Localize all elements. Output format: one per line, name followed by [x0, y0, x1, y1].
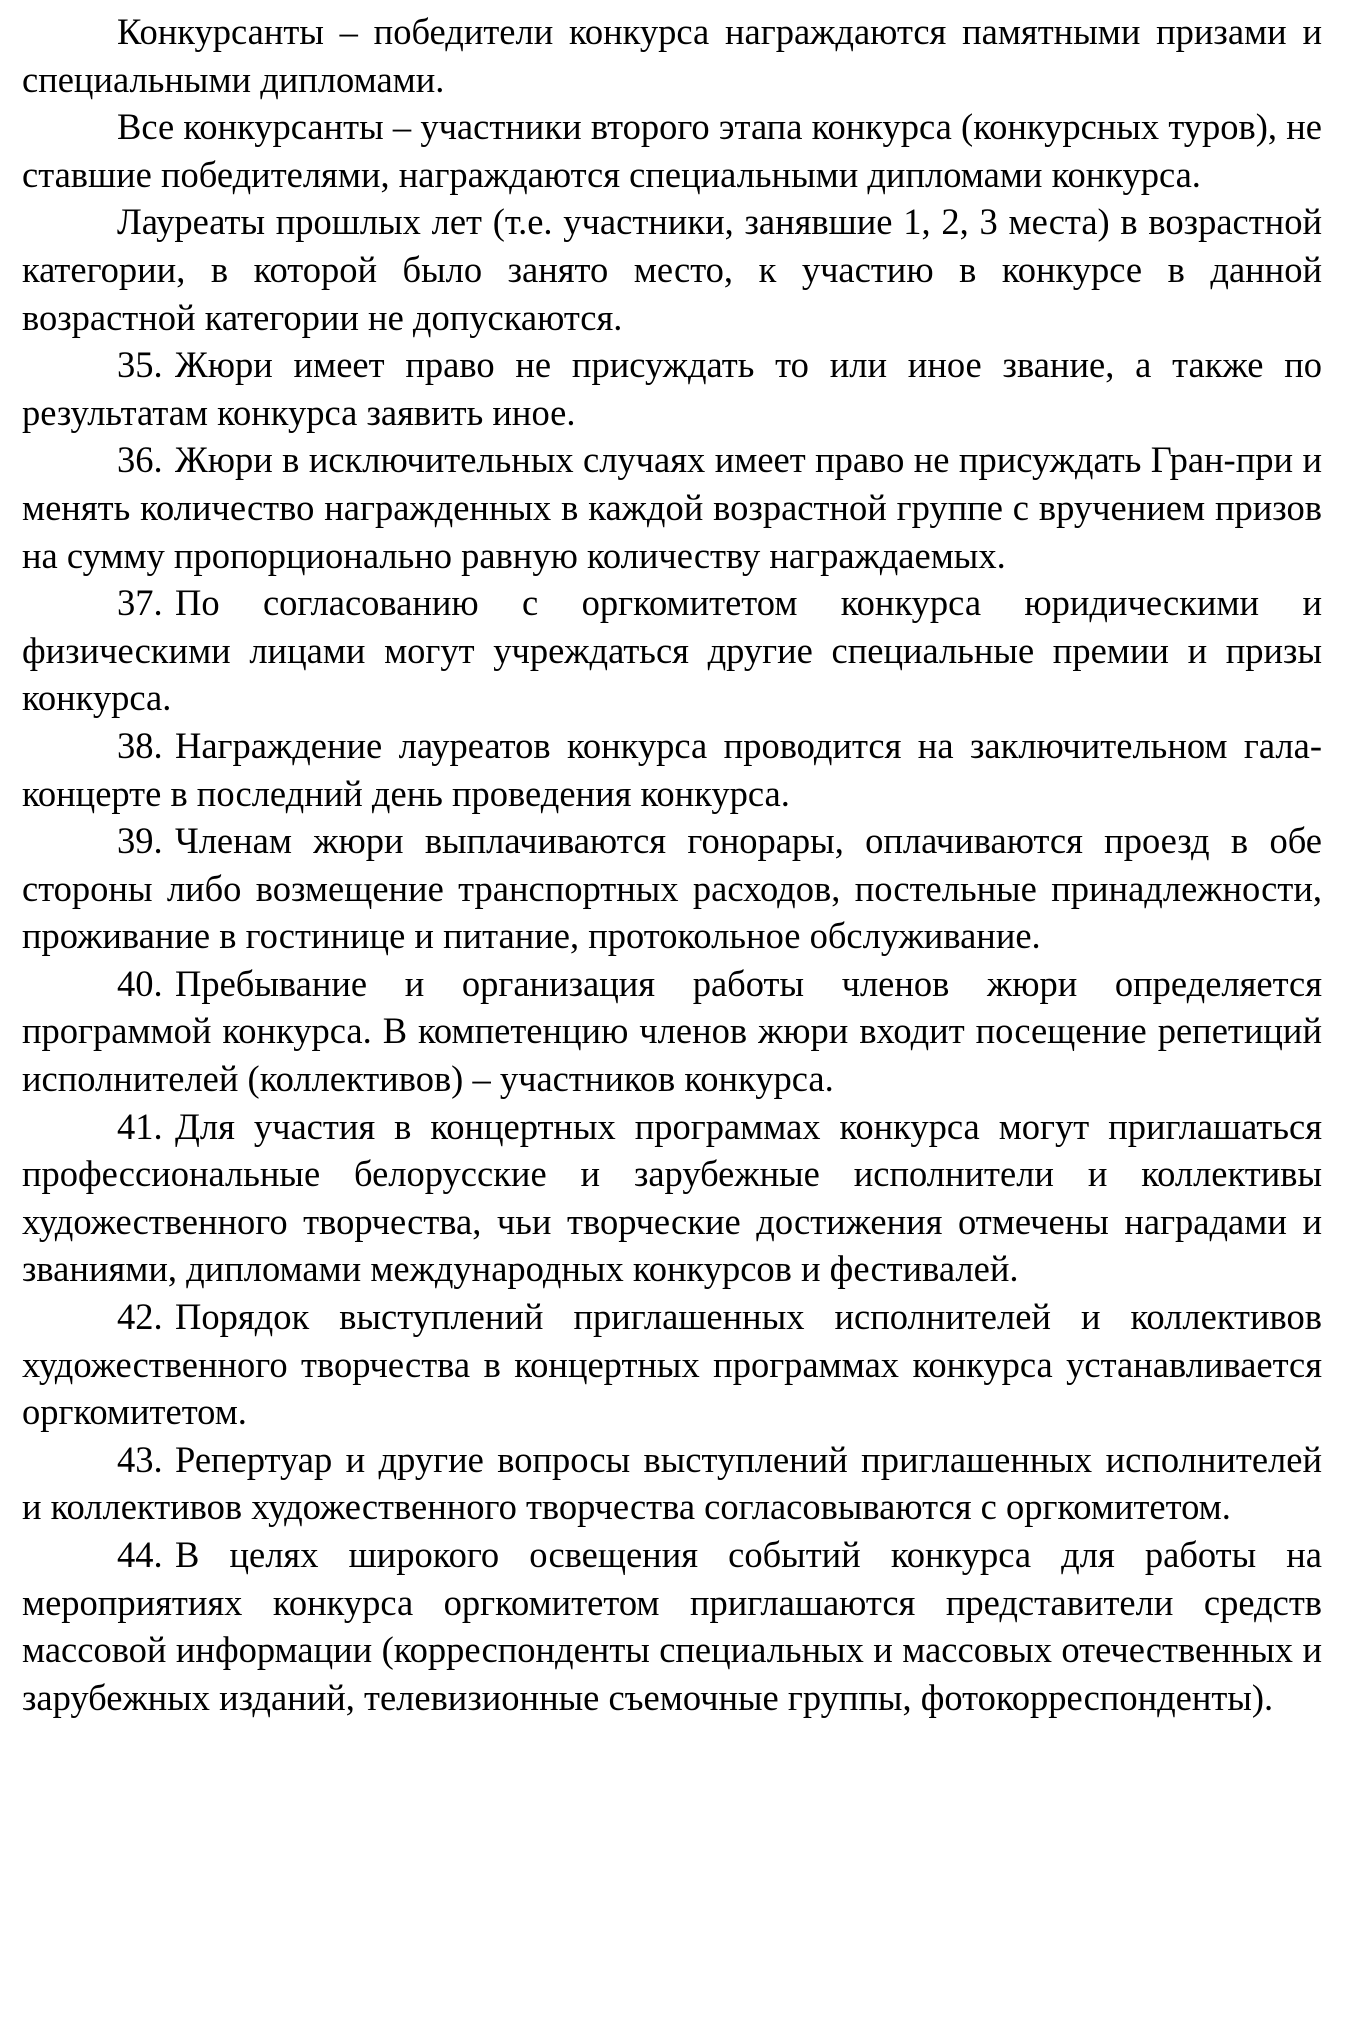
paragraph-awards-winners — [22, 8, 1322, 103]
paragraph-text: Жюри в исключительных случаях имеет право не присуждать Гран-при и менять количество награжденных в каждой возрастной группе с вручением призов на сумму пропорционально равную количеству награждаемых. — [22, 439, 1322, 576]
paragraph-text: Лауреаты прошлых лет (т.е. участники, занявшие 1, 2, 3 места) в возрастной категории, в которой было занято место, к участию в конкурсе в данной возрастной категории не допускаются. — [22, 201, 1322, 338]
paragraph-number: 35. — [117, 344, 163, 386]
paragraph-text: Награждение лауреатов конкурса проводится на заключительном гала-концерте в последний день проведения конкурса. — [22, 724, 1322, 814]
paragraph-37 — [22, 579, 1322, 722]
paragraph-number: 40. — [117, 962, 163, 1004]
document-page — [22, 8, 1322, 1721]
paragraph-text: Порядок выступлений приглашенных исполнителей и коллективов художественного творчества в концертных программах конкурса устанавливается оргкомитетом. — [22, 1296, 1322, 1433]
paragraph-35 — [22, 341, 1322, 436]
paragraph-text: Пребывание и организация работы членов жюри определяется программой конкурса. В компетенцию членов жюри входит посещение репетиций исполнителей (коллективов) – участников конкурса. — [22, 962, 1322, 1100]
paragraph-number: 43. — [117, 1438, 163, 1480]
paragraph-text: Все конкурсанты – участники второго этапа конкурса (конкурсных туров), не ставшие победителями, награждаются специальными дипломами конкурса. — [22, 106, 1322, 195]
paragraph-40 — [22, 960, 1322, 1103]
paragraph-text: В целях широкого освещения событий конкурса для работы на мероприятиях конкурса оргкомитетом приглашаются представители средств массовой информации (корреспонденты специальных и массовых отечественных и зарубежных изданий, телевизионные съемочные группы, фотокорреспонденты). — [22, 1534, 1322, 1718]
paragraph-38 — [22, 722, 1322, 817]
paragraph-text: По согласованию с оргкомитетом конкурса юридическими и физическими лицами могут учреждаться другие специальные премии и призы конкурса. — [22, 582, 1322, 719]
paragraph-text: Членам жюри выплачиваются гонорары, оплачиваются проезд в обе стороны либо возмещение транспортных расходов, постельные принадлежности, проживание в гостинице и питание, протокольное обслуживание. — [22, 820, 1322, 957]
paragraph-42 — [22, 1293, 1322, 1436]
paragraph-awards-participants — [22, 103, 1322, 198]
paragraph-past-laureates — [22, 198, 1322, 341]
paragraph-number: 36. — [117, 439, 163, 481]
paragraph-number: 44. — [117, 1534, 163, 1575]
paragraph-36 — [22, 436, 1322, 579]
paragraph-text: Репертуар и другие вопросы выступлений приглашенных исполнителей и коллективов художественного творчества согласовываются с оргкомитетом. — [22, 1438, 1322, 1528]
paragraph-number: 39. — [117, 820, 163, 862]
paragraph-number: 41. — [117, 1105, 163, 1147]
paragraph-41 — [22, 1103, 1322, 1293]
paragraph-number: 37. — [117, 582, 163, 624]
paragraph-44 — [22, 1531, 1322, 1721]
paragraph-43 — [22, 1436, 1322, 1531]
paragraph-number: 42. — [117, 1296, 163, 1338]
paragraph-39 — [22, 817, 1322, 960]
paragraph-text: Жюри имеет право не присуждать то или иное звание, а также по результатам конкурса заявить иное. — [22, 344, 1322, 433]
paragraph-number: 38. — [117, 724, 163, 766]
paragraph-text: Для участия в концертных программах конкурса могут приглашаться профессиональные белорусские и зарубежные исполнители и коллективы художественного творчества, чьи творческие достижения отмечены наградами и званиями, дипломами международных конкурсов и фестивалей. — [22, 1105, 1322, 1290]
paragraph-text: Конкурсанты – победители конкурса награждаются памятными призами и специальными дипломами. — [22, 11, 1322, 100]
